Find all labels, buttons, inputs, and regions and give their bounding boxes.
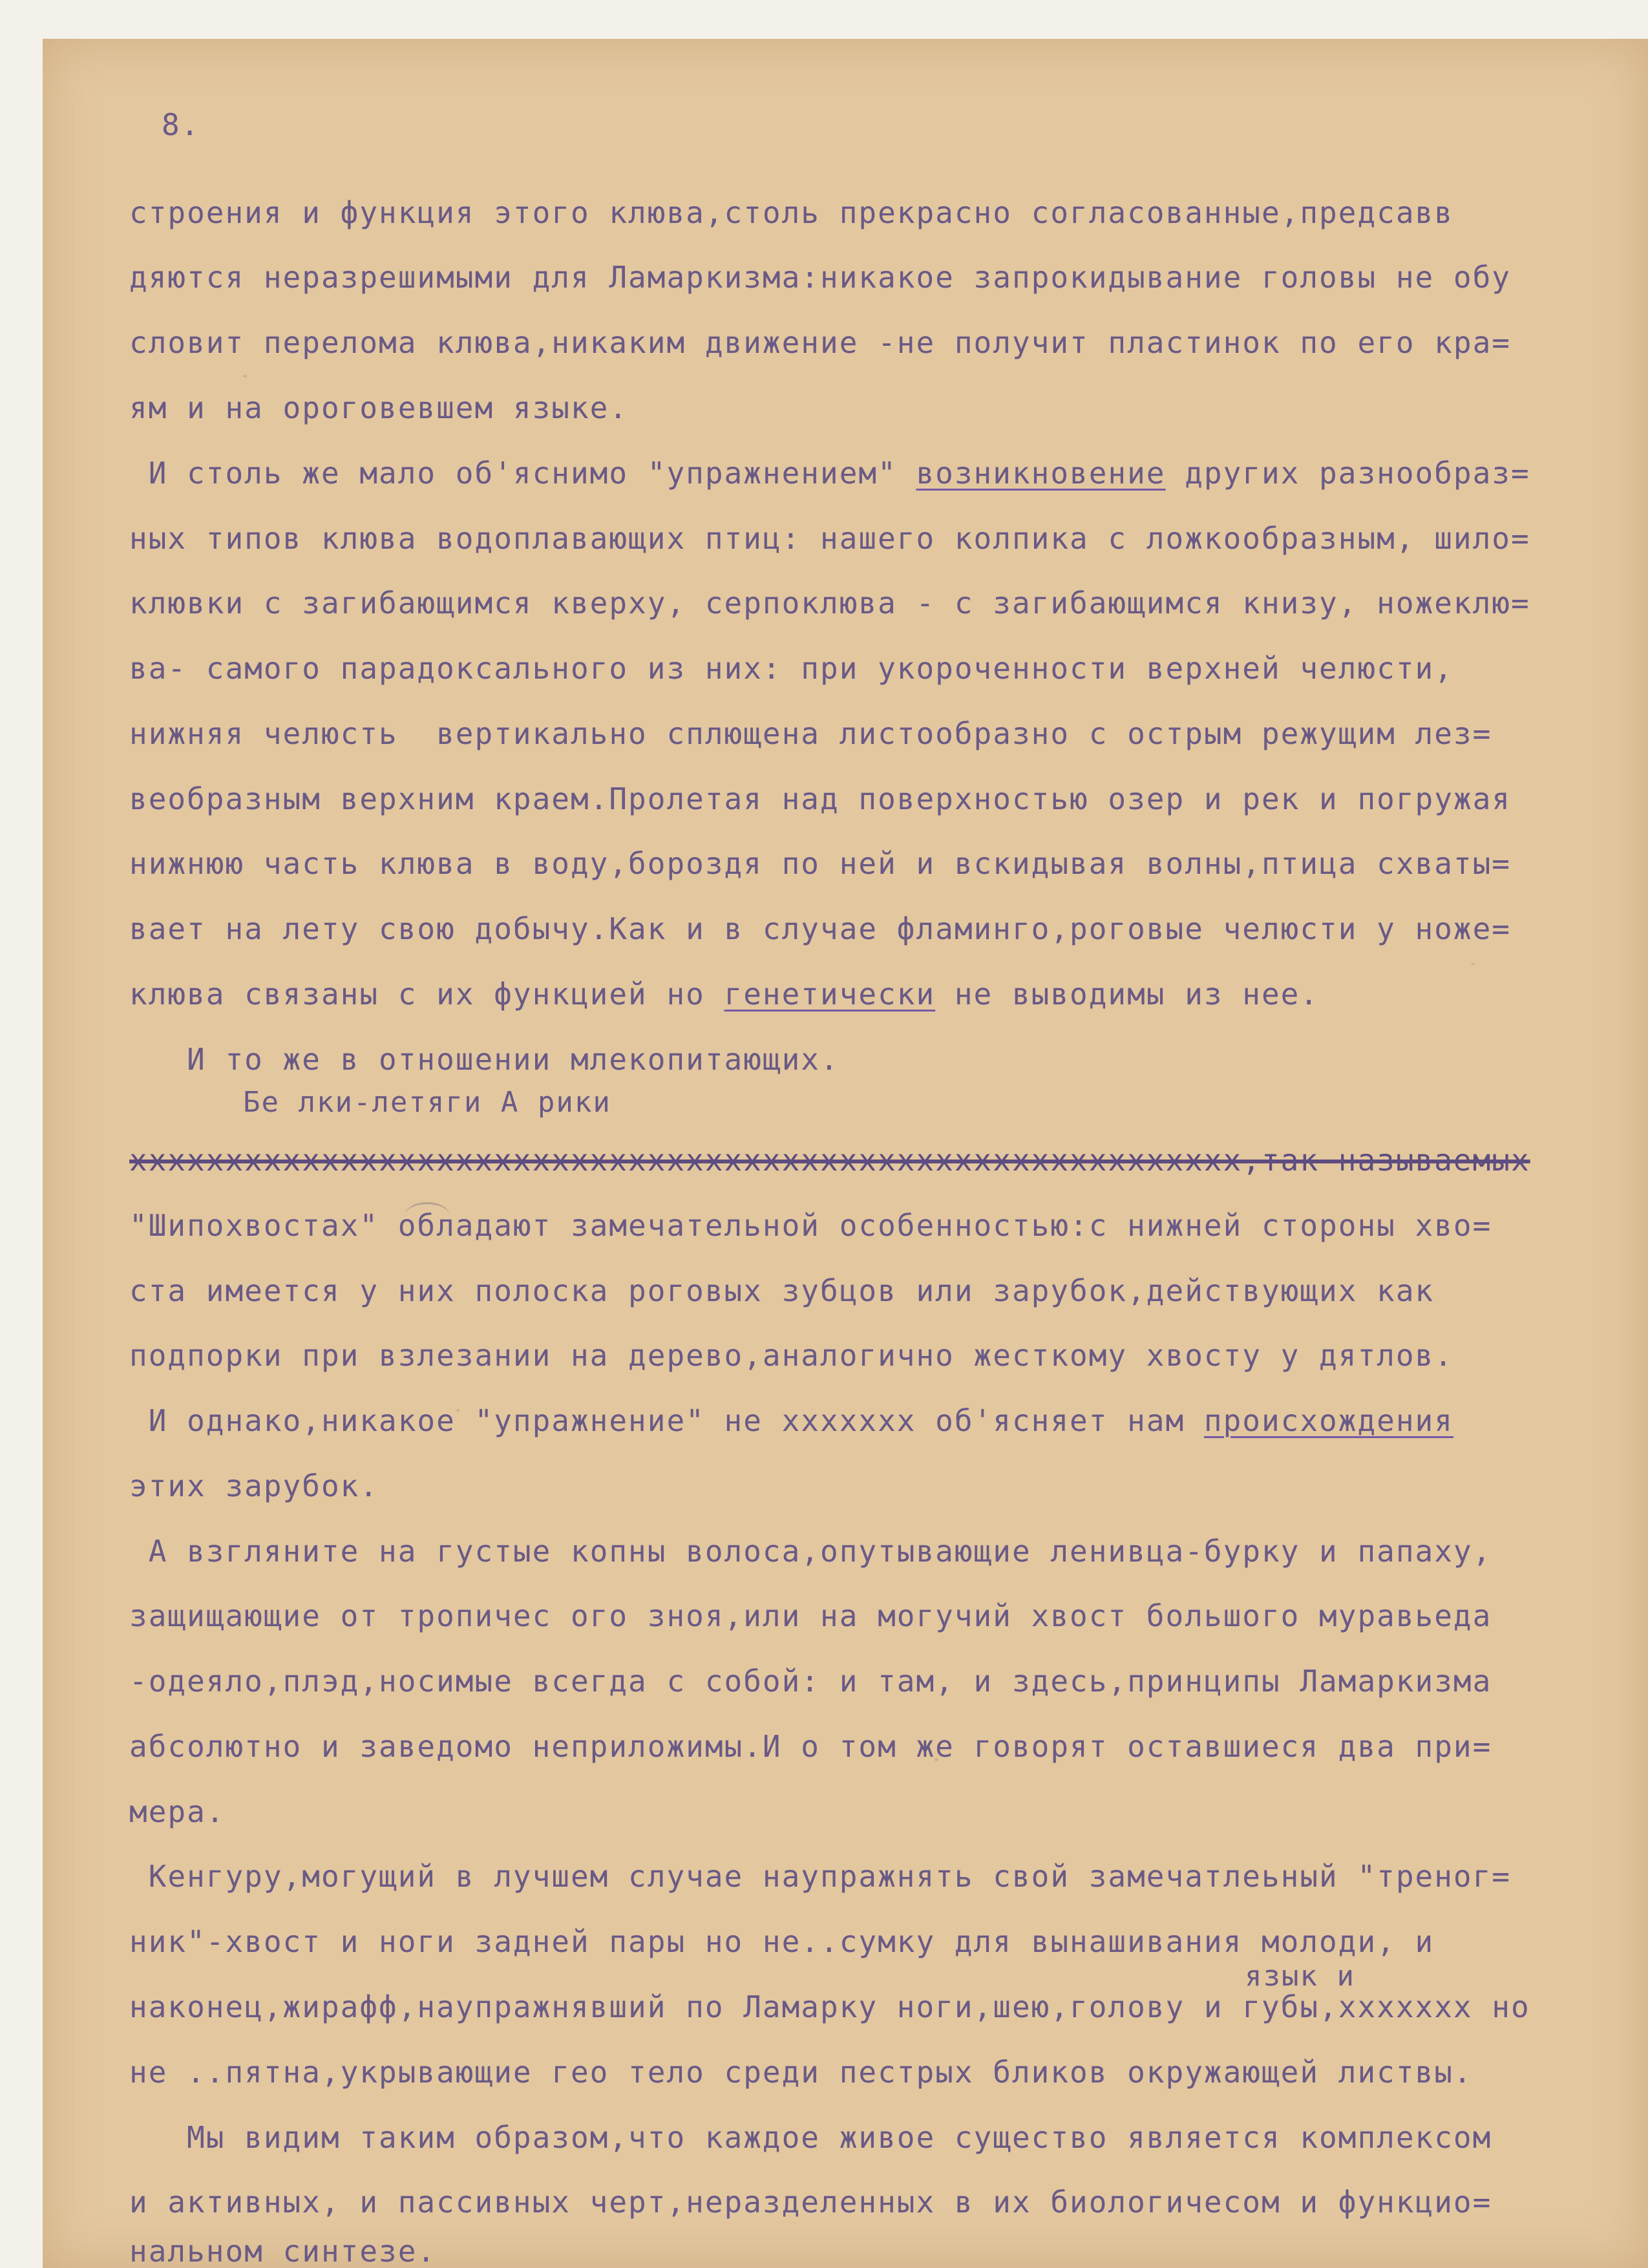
text-line-23: -одеяло,плэд,носимые всегда с собой: и там, и здесь,принципы Ламаркизма (129, 1664, 1492, 1699)
text-line-6: ных типов клюва водоплавающих птиц: нашего колпика с ложкообразным, шило= (129, 521, 1530, 556)
text-line-26: Кенгуру,могущий в лучшем случае наупражнять свой замечатлеьный "треног= (129, 1859, 1511, 1894)
text-line-3: словит перелома клюва,никаким движение -не получит пластинок по его кра= (129, 325, 1511, 360)
text-line-1: строения и функция этого клюва,столь прекрасно согласованные,предсавв (129, 195, 1453, 230)
text-line-12: вает на лету свою добычу.Как и в случае фламинго,роговые челюсти у ноже= (129, 911, 1511, 946)
text-line-15: хххххххххххххххххххххххххххххххххххххххххххххххххххххххххх,так называемых (129, 1143, 1530, 1178)
text-line-22: защищающие от тропичес ого зноя,или на могучий хвост большого муравьеда (129, 1598, 1492, 1633)
text-line-5-content: И столь же мало об'яснимо "упражнением" возникновение других разнообраз= (129, 456, 1530, 491)
text-line-4: ям и на ороговевшем языке. (129, 390, 629, 425)
underlined-word: генетически (724, 977, 936, 1012)
text-line-17: ста имеется у них полоска роговых зубцов или зарубок,действующих как (129, 1273, 1435, 1308)
text-line-21: А взгляните на густые копны волоса,опутывающие ленивца-бурку и папаху, (129, 1534, 1492, 1569)
text-line-2: дяются неразрешимыми для Ламаркизма:никакое запрокидывание головы не обу (129, 260, 1511, 295)
text-line-31: и активных, и пассивных черт,неразделенных в их биологичесом и функцио= (129, 2185, 1492, 2220)
text-line-5 (129, 456, 1530, 491)
text-line-19: И однако,никакое "упражнение" не ххххххх об'ясняет нам происхождения (129, 1403, 1453, 1438)
text-line-20: этих зарубок. (129, 1468, 379, 1503)
text-line-28: наконец,жирафф,наупражнявший по Ламарку ноги,шею,голову и губы,ххххххх но (129, 1989, 1530, 2024)
text-line-32: нальном синтезе. (129, 2234, 437, 2268)
paper-sheet (43, 39, 1648, 2268)
text-line-30: Мы видим таким образом,что каждое живое существо является комплексом (129, 2120, 1492, 2155)
handwritten-insert-2: язык и (1245, 1960, 1355, 1993)
text-line-18: подпорки при взлезании на дерево,аналогично жесткому хвосту у дятлов. (129, 1338, 1453, 1373)
text-line-11: нижнюю часть клюва в воду,бороздя по ней и вскидывая волны,птица схваты= (129, 846, 1511, 881)
text-line-24: абсолютно и заведомо неприложимы.И о том же говорят оставшиеся два при= (129, 1729, 1492, 1764)
text-line-16: "Шипохвостах" обладают замечательной особенностью:с нижней стороны хво= (129, 1208, 1492, 1243)
text-line-27: ник"-хвост и ноги задней пары но не..сумку для вынашивания молоди, и (129, 1924, 1435, 1959)
page-number: 8. (162, 107, 200, 142)
text-line-10: веобразным верхним краем.Пролетая над поверхностью озер и рек и погружая (129, 781, 1511, 816)
text-line-25: мера. (129, 1794, 226, 1829)
text-line-9: нижняя челюсть вертикально сплющена листообразно с острым режущим лез= (129, 716, 1492, 751)
text-line-7: клювки с загибающимся кверху, серпоклюва - с загибающимся книзу, ножеклю= (129, 586, 1530, 620)
underlined-word: возникновение (916, 456, 1166, 491)
handwritten-insert-1: Бе лки-летяги А рики (243, 1086, 611, 1119)
text-line-13: клюва связаны с их функцией но генетически не выводимы из нее. (129, 977, 1320, 1012)
text-line-14: И то же в отношении млекопитающих. (129, 1042, 840, 1077)
underlined-word: происхождения (1203, 1403, 1453, 1438)
text-line-29: не ..пятна,укрывающие гео тело среди пестрых бликов окружающей листвы. (129, 2055, 1473, 2090)
text-line-8: ва- самого парадоксального из них: при укороченности верхней челюсти, (129, 651, 1453, 686)
